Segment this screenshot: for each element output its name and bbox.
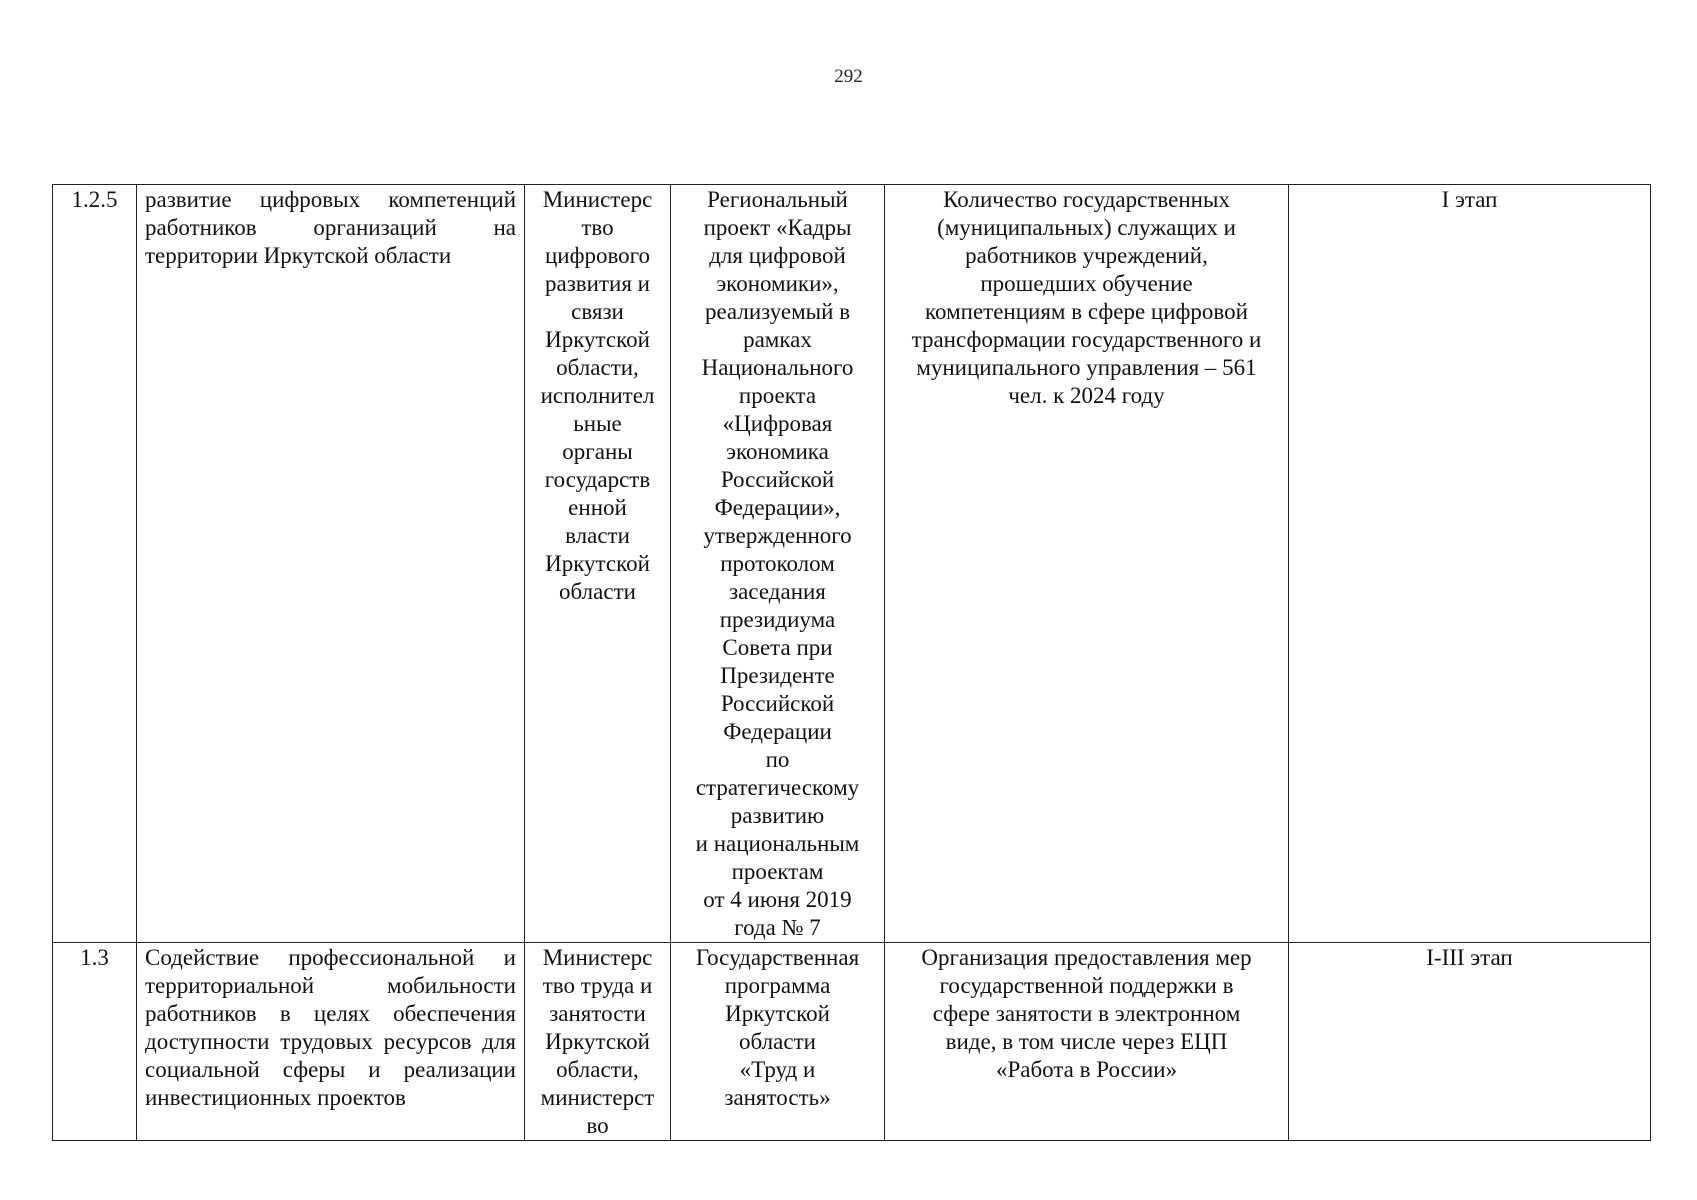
program-cell: [671, 943, 885, 1141]
executors-cell: [525, 943, 671, 1141]
measure-title: развитие цифровых компетенций работников организаций на территории Иркутской области: [137, 185, 525, 943]
row-number: 1.3: [53, 943, 137, 1141]
indicator-cell: [885, 185, 1289, 943]
indicator-text: Организация предоставления мер государственной поддержки в сфере занятости в электронном виде, в том числе через ЕЦП «Работа в России»: [921, 945, 1252, 1082]
table-row: [53, 185, 1651, 943]
indicator-cell: [885, 943, 1289, 1141]
executors-text: Министерс тво труда и занятости Иркутской области, министерст во: [540, 945, 655, 1138]
page-number: 292: [834, 66, 863, 87]
row-number: 1.2.5: [53, 185, 137, 943]
executors-text: Министерс тво цифрового развития и связи Иркутской области, исполнител ьные органы государств енной власти Иркутской области: [540, 187, 655, 604]
stage-cell: I-III этап: [1289, 943, 1651, 1141]
program-text: Государственная программа Иркутской области «Труд и занятость»: [695, 945, 860, 1110]
measure-title: Содействие профессиональной и территориальной мобильности работников в целях обеспечения доступности трудовых ресурсов для социальной сферы и реализации инвестиционных проектов: [137, 943, 525, 1141]
measures-table: [52, 184, 1651, 1141]
program-text: Региональный проект «Кадры для цифровой экономики», реализуемый в рамках Национального проекта «Цифровая экономика Российской Федерации», утвержденного протоколом заседания президиума Совета при Президенте Российской Федерации по стратегическому развитию и национальным проектам от 4 июня 2019 года № 7: [695, 187, 860, 940]
executors-cell: [525, 185, 671, 943]
table-row: [53, 943, 1651, 1141]
stage-cell: I этап: [1289, 185, 1651, 943]
program-cell: [671, 185, 885, 943]
indicator-text: Количество государственных (муниципальных) служащих и работников учреждений, прошедших обучение компетенциям в сфере цифровой трансформации государственного и муниципального управления – 561 чел. к 2024 году: [911, 187, 1262, 408]
